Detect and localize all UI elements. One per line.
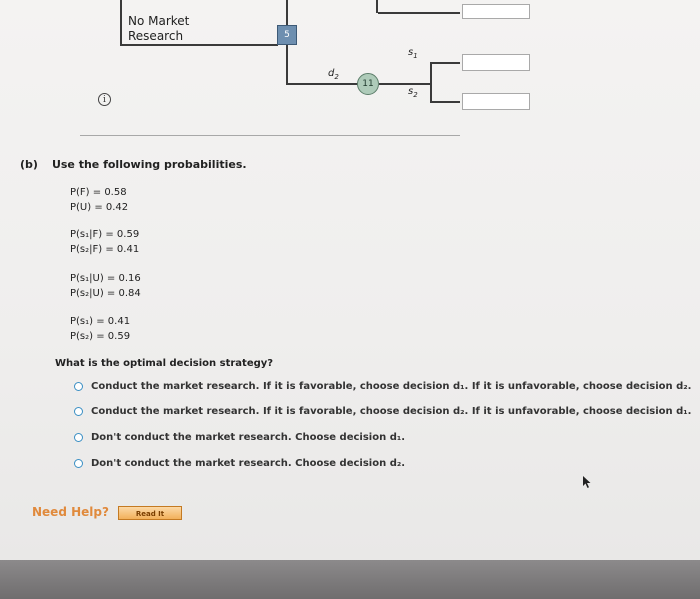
prob-ps1: P(s₁) = 0.41 [70, 316, 131, 327]
prob-pU: P(U) = 0.42 [70, 202, 129, 213]
answer-box-top[interactable] [462, 4, 530, 19]
branch-d2-label: $d_2$ [328, 68, 339, 81]
bottom-bezel [0, 560, 700, 599]
prob-ps2F: P(s₂|F) = 0.41 [70, 244, 140, 255]
branch-s2-label: $s_2$ [408, 86, 418, 99]
tree-chance-to-vertical [379, 83, 431, 85]
part-b-instruction: Use the following probabilities. [51, 158, 247, 171]
tree-vertical-connector-lower [286, 45, 288, 83]
tree-s1-line [430, 62, 460, 64]
radio-button[interactable] [74, 459, 83, 468]
prob-ps2: P(s₂) = 0.59 [70, 331, 131, 342]
no-research-label: No Market Research [128, 14, 190, 43]
prob-ps1U: P(s₁|U) = 0.16 [70, 273, 141, 284]
branch-s1-label: $s_1$ [408, 47, 418, 60]
answer-box-s2[interactable] [462, 93, 530, 110]
prob-pF: P(F) = 0.58 [70, 187, 127, 198]
tree-upper-branch-vertical [376, 0, 378, 13]
tree-s2-line [430, 101, 460, 103]
read-it-button[interactable]: Read It [118, 506, 182, 520]
prob-ps1F: P(s₁|F) = 0.59 [70, 229, 140, 240]
need-help-label: Need Help? [32, 505, 109, 519]
chance-node-11: 11 [357, 73, 379, 95]
option-label: Don't conduct the market research. Choose decision d₂. [91, 458, 406, 469]
info-icon[interactable]: i [98, 93, 111, 106]
question-text: What is the optimal decision strategy? [55, 358, 274, 369]
option-label: Conduct the market research. If it is favorable, choose decision d₁. If it is unfavorable, choose decision d₂. [91, 381, 692, 392]
radio-button[interactable] [74, 433, 83, 442]
section-divider [80, 135, 460, 136]
answer-box-s1[interactable] [462, 54, 530, 71]
prob-ps2U: P(s₂|U) = 0.84 [70, 288, 141, 299]
tree-no-research-line [120, 44, 278, 46]
option-1[interactable] [74, 381, 691, 392]
option-label: Don't conduct the market research. Choose decision d₁. [91, 432, 406, 443]
mouse-cursor-icon [582, 475, 592, 489]
part-b-label: (b) [20, 158, 38, 171]
option-2[interactable] [74, 406, 691, 417]
radio-button[interactable] [74, 407, 83, 416]
tree-top-line [120, 0, 122, 45]
decision-node-5: 5 [277, 25, 297, 45]
tree-chance-vertical [430, 62, 432, 102]
radio-button[interactable] [74, 382, 83, 391]
tree-d2-line [286, 83, 358, 85]
option-3[interactable] [74, 432, 405, 443]
option-label: Conduct the market research. If it is favorable, choose decision d₂. If it is unfavorable, choose decision d₁. [91, 406, 692, 417]
tree-vertical-connector [286, 0, 288, 25]
tree-upper-branch-line [378, 12, 460, 14]
option-4[interactable] [74, 458, 405, 469]
part-b-heading [20, 158, 247, 171]
